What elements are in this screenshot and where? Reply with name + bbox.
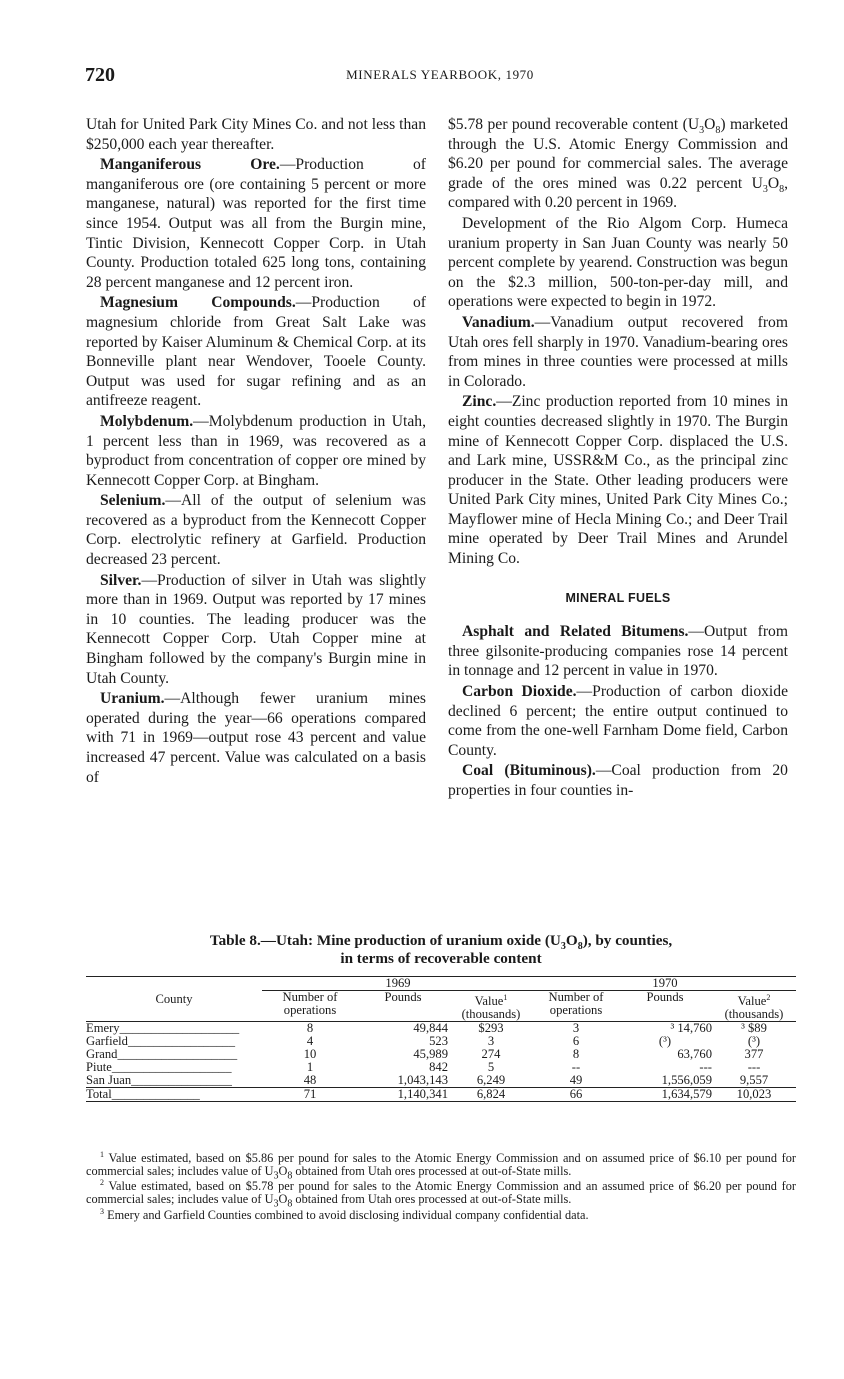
column-header-value-1969: Value$^1$ (thousands) bbox=[448, 991, 534, 1022]
table-total-row: Total______________ 71 1,140,341 6,824 66 1,634,579 10,023 bbox=[86, 1088, 796, 1102]
page-number: 720 bbox=[85, 64, 115, 86]
heading-selenium: Selenium. bbox=[100, 492, 166, 510]
paragraph-molybdenum: Molybdenum.—Molybdenum production in Utah, 1 percent less than in 1969, was recovered as a byproduct from concentration of copper ore mined by Kennecott Copper Corp. at Bingham. bbox=[86, 412, 426, 489]
uranium-production-table bbox=[86, 976, 796, 1102]
column-header-value-1970: Value$^2$ (thousands) bbox=[712, 991, 796, 1022]
heading-carbon-dioxide: Carbon Dioxide. bbox=[462, 683, 577, 701]
heading-zinc: Zinc. bbox=[462, 393, 497, 411]
paragraph-coal: Coal (Bituminous).—Coal production from 20 properties in four counties in- bbox=[448, 762, 788, 799]
column-header-operations-1970: Number of operations bbox=[534, 991, 618, 1022]
paragraph-carbon-dioxide: Carbon Dioxide.—Production of carbon dioxide declined 6 percent; the entire output continued to come from the one-well Farnham Dome field, Carbon County. bbox=[448, 683, 788, 759]
column-header-operations-1969: Number of operations bbox=[262, 991, 358, 1022]
section-heading-mineral-fuels: MINERAL FUELS bbox=[565, 590, 671, 605]
right-column bbox=[448, 115, 788, 801]
heading-vanadium: Vanadium. bbox=[462, 313, 535, 331]
heading-magnesium: Magnesium Compounds. bbox=[100, 294, 296, 312]
left-column bbox=[86, 115, 426, 787]
table-year-header bbox=[86, 977, 796, 991]
column-header-county: County bbox=[86, 977, 262, 1022]
column-header-1969: 1969 bbox=[262, 977, 534, 991]
paragraph-zinc: Zinc.—Zinc production reported from 10 mines in eight counties decreased slightly in 1970. The Burgin mine of Kennecott Copper Corp. displaced the U.S. and Lark mine, USSR&M Co., as the principal zinc producer in the State. Other leading producers were United Park City mines, United Park City Mines Co.; Mayflower mine of Hecla Mining Co.; and Deer Trail mine operated by Deer Trail Mines and Arundel Mining Co. bbox=[448, 393, 788, 568]
paragraph-uranium: Uranium.—Although fewer uranium mines operated during the year—66 operations compared with 71 in 1969—output rose 43 percent and value increased 47 percent. Value was calculated on a basis of bbox=[86, 690, 426, 786]
heading-uranium: Uranium. bbox=[100, 690, 165, 708]
table-title-line-1: Table 8.—Utah: Mine production of uranium oxide $(U_3O_8)$, by counties, bbox=[209, 932, 673, 953]
table-row: Grand___________________ 10 45,989 274 8 63,760 377 bbox=[86, 1047, 764, 1062]
paragraph-vanadium: Vanadium.—Vanadium output recovered from Utah ores fell sharply in 1970. Vanadium-bearing ores from mines in three counties were processed at mills in Colorado. bbox=[448, 313, 788, 390]
table-row: Emery___________________ 8 49,844 $293 3 ³ 14,760 ³ $89 bbox=[86, 1021, 767, 1036]
paragraph-rio-algom: Development of the Rio Algom Corp. Humeca uranium property in San Juan County was nearly 50 percent complete by yearend. Construction was begun on the $2.3 million, 500-ton-per-day mill, and operations were expected to begin in 1972. bbox=[448, 214, 788, 311]
paragraph-uranium-continued: $5.78 per pound recoverable content $(U_3O_8)$ marketed through the U.S. Atomic Energy Commission and $6.20 per pound for commercial sales. The average grade of the ores mined was 0.22 percent $U_3O_8$, compared with 0.20 percent in 1969. bbox=[448, 116, 788, 212]
page-header bbox=[85, 64, 795, 88]
paragraph-continuation: Utah for United Park City Mines Co. and not less than $250,000 each year thereafter. bbox=[86, 116, 426, 153]
footnote-3: $^3$ Emery and Garfield Counties combined to avoid disclosing individual company confidential data. bbox=[100, 1206, 589, 1222]
running-title: MINERALS YEARBOOK, 1970 bbox=[346, 67, 534, 82]
heading-manganiferous: Manganiferous Ore. bbox=[100, 156, 280, 174]
column-header-1970: 1970 bbox=[534, 977, 796, 991]
paragraph-magnesium: Magnesium Compounds.—Production of magnesium chloride from Great Salt Lake was reported by Kaiser Aluminum & Chemical Corp. at its Bonneville plant near Wendover, Tooele County. Output was used for sugar refining and as an antifreeze reagent. bbox=[86, 294, 427, 410]
column-header-pounds-1969: Pounds bbox=[358, 991, 448, 1022]
column-header-pounds-1970: Pounds bbox=[618, 991, 712, 1022]
paragraph-asphalt: Asphalt and Related Bitumens.—Output from three gilsonite-producing companies rose 14 percent in tonnage and 12 percent in value in 1970. bbox=[448, 623, 788, 680]
table-row: San Juan________________ 48 1,043,143 6,249 49 1,556,059 9,557 bbox=[86, 1074, 796, 1088]
heading-coal: Coal (Bituminous). bbox=[462, 762, 596, 780]
footnote-1: $^1$ Value estimated, based on $5.86 per pound for sales to the Atomic Energy Commission and on assumed price of $6.10 per pound for commercial sales; includes value of $U_3O_8$ obtained from Utah ores processed at out-of-State mills. bbox=[86, 1150, 796, 1182]
paragraph-selenium: Selenium.—All of the output of selenium was recovered as a byproduct from the Kennecott Copper Corp. electrolytic refinery at Garfield. Production decreased 23 percent. bbox=[86, 492, 426, 569]
paragraph-manganiferous: Manganiferous Ore.—Production of manganiferous ore (ore containing 5 percent or more manganese, natural) was reported for the first time since 1954. Output was all from the Burgin mine, Tintic Division, Kennecott Copper Corp. in Utah County. Production totaled 625 long tons, containing 28 percent manganese and 12 percent iron. bbox=[86, 156, 426, 291]
heading-asphalt: Asphalt and Related Bitumens. bbox=[462, 623, 689, 641]
table-footnotes bbox=[86, 1149, 796, 1221]
table-row: Garfield_________________ 4 523 3 6 (³) (³) bbox=[86, 1034, 761, 1049]
heading-silver: Silver. bbox=[100, 571, 142, 589]
table-title bbox=[86, 932, 796, 968]
heading-molybdenum: Molybdenum. bbox=[100, 412, 194, 430]
footnote-2: $^2$ Value estimated, based on $5.78 per pound for sales to the Atomic Energy Commission and an assumed price of $6.20 per pound for commercial sales; includes value of $U_3O_8$ obtained from Utah ores processed at out-of-State mills. bbox=[86, 1178, 796, 1210]
paragraph-silver: Silver.—Production of silver in Utah was slightly more than in 1969. Output was reported by 17 mines in 10 counties. The leading producer was the Kennecott Copper Corp. Utah Copper mine at Bingham followed by the company's Burgin mine in Utah County. bbox=[86, 571, 426, 687]
table-title-line-2: in terms of recoverable content bbox=[340, 950, 542, 967]
table-row: Piute___________________ 1 842 5 -- --- --- bbox=[86, 1060, 761, 1075]
